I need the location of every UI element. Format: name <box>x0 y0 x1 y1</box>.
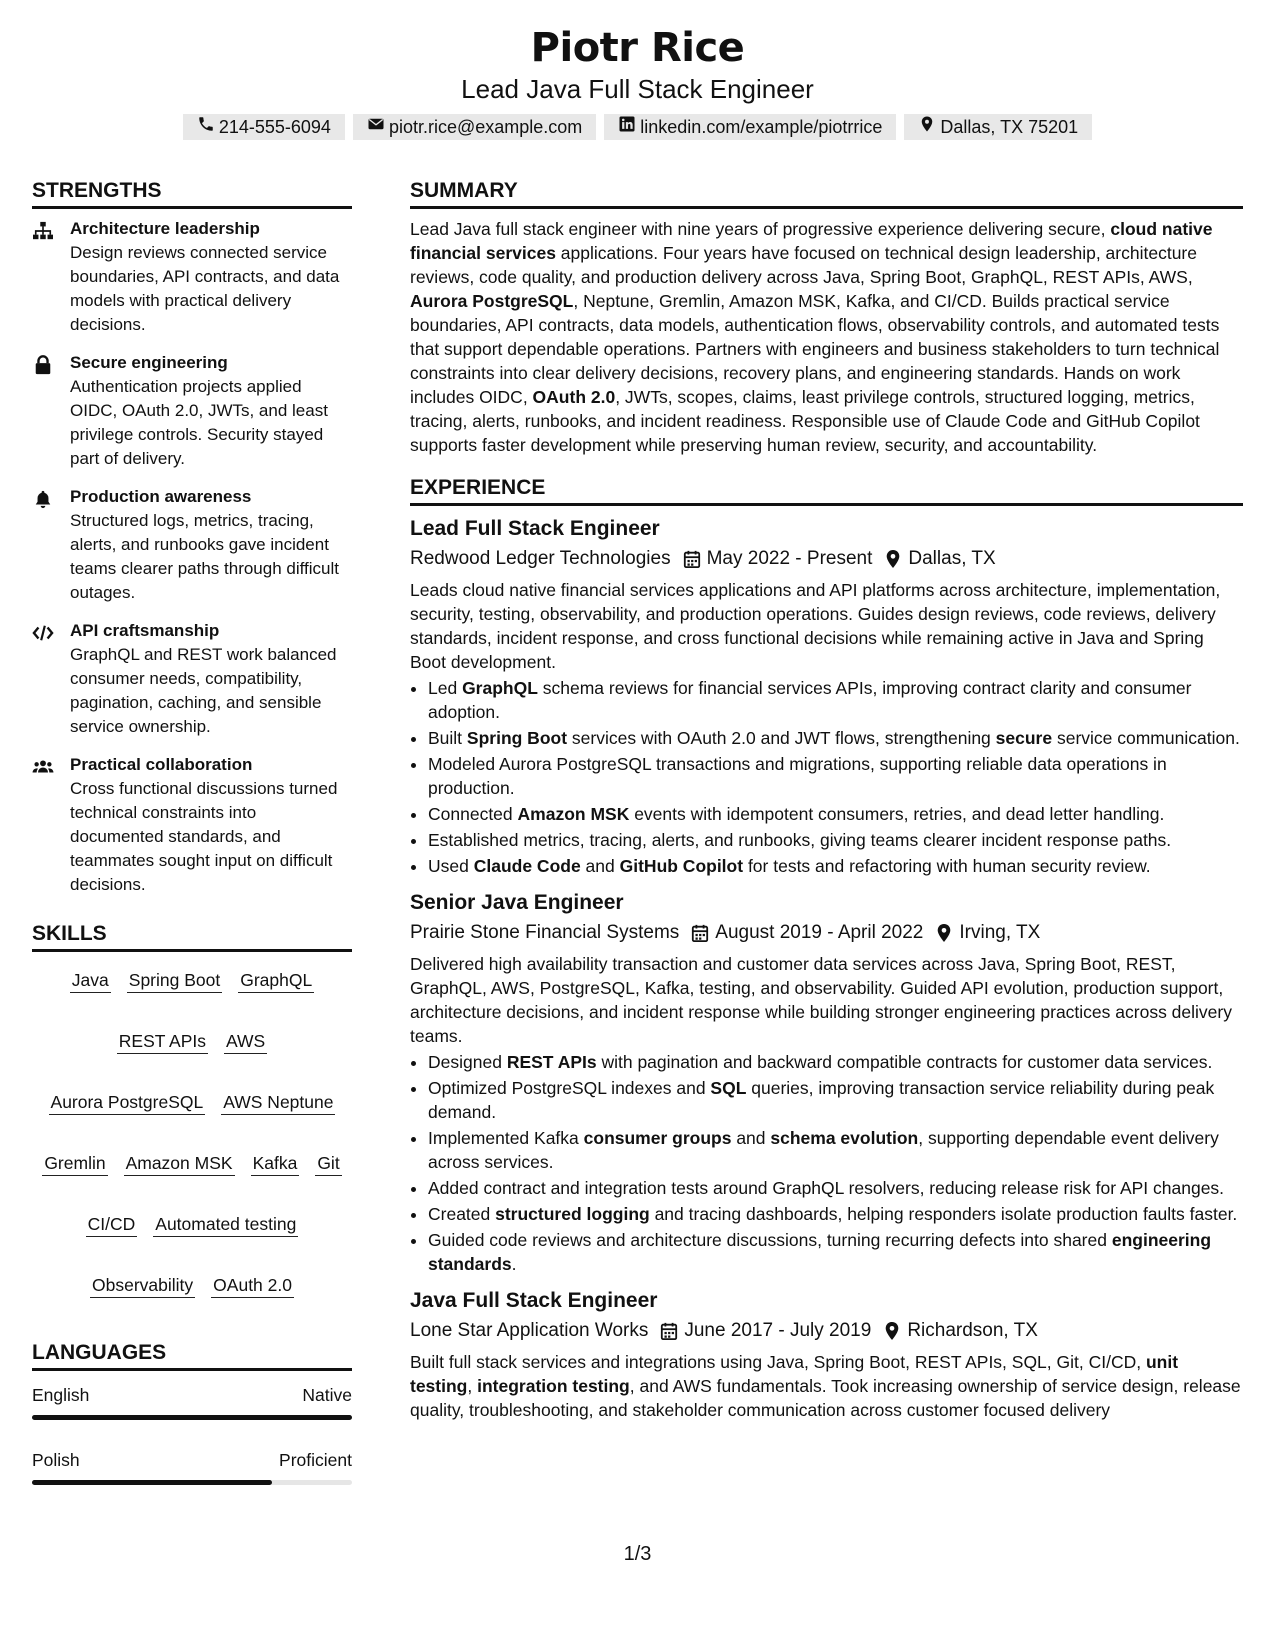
job-bullet: • Built Spring Boot services with OAuth 2.0 and JWT flows, strengthening secure service communication. <box>428 726 1243 750</box>
strengths-heading: STRENGTHS <box>32 176 352 209</box>
skill-tag: AWS <box>224 1029 267 1054</box>
job-description: Built full stack services and integrations using Java, Spring Boot, REST APIs, SQL, Git, CI/CD, unit testing, integration testing, and AWS fundamentals. Took increasing ownership of service design, release quality, troubleshooting, and stakeholder communication across customer focused delivery <box>410 1352 1241 1420</box>
contact-phone[interactable] <box>183 114 345 140</box>
location-pin-icon <box>883 1321 901 1341</box>
language-item <box>32 1383 352 1420</box>
language-name: Polish <box>32 1450 80 1470</box>
job-dates: August 2019 - April 2022 <box>715 922 924 943</box>
resume-header <box>0 0 1275 140</box>
job-bullet: • Connected Amazon MSK events with idempotent consumers, retries, and dead letter handling. <box>428 802 1243 826</box>
skill-tag: Java <box>70 968 111 993</box>
strength-title: Practical collaboration <box>70 755 253 774</box>
strength-title: Production awareness <box>70 487 252 506</box>
job-description: Leads cloud native financial services applications and API platforms across architecture, implementation, security, testing, observability, and production operations. Guides design reviews, code reviews, delivery standards, incident response, and cross functional decisions while remaining active in Java and Spring Boot development. <box>410 580 1221 672</box>
job-bullet: • Modeled Aurora PostgreSQL transactions and migrations, supporting reliable data operations in production. <box>428 752 1243 800</box>
skill-tag: OAuth 2.0 <box>211 1273 294 1298</box>
job-bullet: • Implemented Kafka consumer groups and schema evolution, supporting dependable event delivery across services. <box>428 1126 1243 1174</box>
contact-email[interactable] <box>353 114 596 140</box>
strength-item <box>32 351 352 471</box>
contact-location <box>904 114 1092 140</box>
strengths-section <box>32 176 352 897</box>
job-meta <box>410 1316 1243 1346</box>
skill-tag: Aurora PostgreSQL <box>49 1090 206 1115</box>
strength-text: Design reviews connected service boundaries, API contracts, and data models with practical delivery decisions. <box>70 243 340 334</box>
language-level-fill <box>32 1415 352 1420</box>
skill-tag: Git <box>315 1151 341 1176</box>
job-title: Senior Java Engineer <box>410 891 624 914</box>
job-meta <box>410 918 1243 948</box>
job-dates: May 2022 - Present <box>706 548 873 569</box>
skill-tag: GraphQL <box>238 968 314 993</box>
job-location: Dallas, TX <box>908 548 996 569</box>
skills-heading: SKILLS <box>32 919 352 952</box>
lock-icon <box>32 351 70 471</box>
job-bullet: • Established metrics, tracing, alerts, and runbooks, giving teams clearer incident response paths. <box>428 828 1243 852</box>
skill-tag: REST APIs <box>117 1029 208 1054</box>
strength-text: GraphQL and REST work balanced consumer needs, compatibility, pagination, caching, and sensible service ownership. <box>70 645 337 736</box>
language-level: Proficient <box>279 1450 352 1470</box>
job-company: Prairie Stone Financial Systems <box>410 922 680 943</box>
location-text: Dallas, TX 75201 <box>940 117 1079 137</box>
strength-text: Cross functional discussions turned technical constraints into documented standards, and teammates sought input on difficult decisions. <box>70 779 338 894</box>
contact-linkedin[interactable] <box>604 114 896 140</box>
job-title: Lead Full Stack Engineer <box>410 517 660 540</box>
job-title: Java Full Stack Engineer <box>410 1289 658 1312</box>
job-entry <box>410 888 1243 1276</box>
location-pin-icon <box>935 923 953 943</box>
job-bullet: • Used Claude Code and GitHub Copilot for tests and refactoring with human security review. <box>428 854 1243 878</box>
languages-heading: LANGUAGES <box>32 1338 352 1371</box>
job-bullets <box>410 1050 1243 1276</box>
page-number: 1/3 <box>623 1543 652 1565</box>
experience-heading: EXPERIENCE <box>410 473 1243 506</box>
linkedin-text: linkedin.com/example/piotrrice <box>640 117 883 137</box>
skill-tag: Automated testing <box>153 1212 298 1237</box>
language-level: Native <box>302 1385 352 1405</box>
skill-tag: Observability <box>90 1273 195 1298</box>
job-company: Lone Star Application Works <box>410 1320 649 1341</box>
job-bullet: • Guided code reviews and architecture discussions, turning recurring defects into shared engineering standards. <box>428 1228 1243 1276</box>
contact-bar <box>0 114 1275 140</box>
strength-item <box>32 753 352 897</box>
skill-tag: CI/CD <box>86 1212 138 1237</box>
phone-text: 214-555-6094 <box>218 117 331 137</box>
candidate-title: Lead Java Full Stack Engineer <box>461 74 814 104</box>
resume-body <box>32 176 1243 1507</box>
language-name: English <box>32 1385 90 1405</box>
strength-text: Structured logs, metrics, tracing, alerts, and runbooks gave incident teams clearer paths through difficult outages. <box>70 511 339 602</box>
phone-icon <box>197 114 215 140</box>
left-column <box>32 176 352 1507</box>
right-column <box>410 176 1243 1507</box>
code-icon <box>32 619 70 739</box>
skill-tag: Gremlin <box>42 1151 107 1176</box>
job-dates: June 2017 - July 2019 <box>684 1320 872 1341</box>
languages-section <box>32 1338 352 1485</box>
strength-title: API craftsmanship <box>70 621 220 640</box>
skills-section <box>32 919 352 1298</box>
users-icon <box>32 753 70 897</box>
language-level-fill <box>32 1480 272 1485</box>
job-bullet: • Added contract and integration tests around GraphQL resolvers, reducing release risk for API changes. <box>428 1176 1243 1200</box>
linkedin-icon <box>618 114 636 140</box>
bell-icon <box>32 485 70 605</box>
candidate-name: Piotr Rice <box>530 25 745 71</box>
job-bullet: • Optimized PostgreSQL indexes and SQL queries, improving transaction service reliability during peak demand. <box>428 1076 1243 1124</box>
job-meta <box>410 544 1243 574</box>
job-entry <box>410 514 1243 878</box>
strength-item <box>32 619 352 739</box>
skill-tag: Kafka <box>251 1151 300 1176</box>
strength-title: Secure engineering <box>70 353 228 372</box>
summary-heading: SUMMARY <box>410 176 1243 209</box>
job-bullet: • Led GraphQL schema reviews for financial services APIs, improving contract clarity and consumer adoption. <box>428 676 1243 724</box>
email-text: piotr.rice@example.com <box>388 117 583 137</box>
location-pin-icon <box>884 549 902 569</box>
strength-item <box>32 217 352 337</box>
sitemap-icon <box>32 217 70 337</box>
calendar-icon <box>683 549 701 569</box>
calendar-icon <box>660 1321 678 1341</box>
skill-tag: AWS Neptune <box>221 1090 335 1115</box>
location-pin-icon <box>918 114 936 140</box>
calendar-icon <box>691 923 709 943</box>
skill-tag: Amazon MSK <box>124 1151 235 1176</box>
language-item <box>32 1448 352 1485</box>
language-level-bar <box>32 1480 352 1485</box>
strength-item <box>32 485 352 605</box>
envelope-icon <box>367 114 385 140</box>
job-description: Delivered high availability transaction and customer data services across Java, Spring Boot, REST, GraphQL, AWS, PostgreSQL, Kafka, testing, and observability. Guided API evolution, production support, architecture decisions, and incident response while building stronger engineering practices across delivery teams. <box>410 954 1232 1046</box>
job-bullet: • Created structured logging and tracing dashboards, helping responders isolate production faults faster. <box>428 1202 1243 1226</box>
job-entry <box>410 1286 1243 1422</box>
job-location: Richardson, TX <box>907 1320 1038 1341</box>
job-bullets <box>410 676 1243 878</box>
strength-text: Authentication projects applied OIDC, OAuth 2.0, JWTs, and least privilege controls. Security stayed part of delivery. <box>70 377 328 468</box>
skill-tag: Spring Boot <box>127 968 222 993</box>
skills-list <box>32 960 352 1298</box>
strength-title: Architecture leadership <box>70 219 260 238</box>
job-company: Redwood Ledger Technologies <box>410 548 671 569</box>
summary-text: Lead Java full stack engineer with nine years of progressive experience delivering secure, cloud native financial services applications. Four years have focused on technical design leadership, architecture reviews, code quality, and production delivery across Java, Spring Boot, GraphQL, REST APIs, AWS, Aurora PostgreSQL, Neptune, Gremlin, Amazon MSK, Kafka, and CI/CD. Builds practical service boundaries, API contracts, data models, authentication flows, observability controls, and automated tests that support dependable operations. Partners with engineers and business stakeholders to turn technical constraints into clear delivery decisions, recovery plans, and engineering standards. Hands on work includes OIDC, OAuth 2.0, JWTs, scopes, claims, least privilege controls, structured logging, metrics, tracing, alerts, runbooks, and incident readiness. Responsible use of Claude Code and GitHub Copilot supports faster development while preserving human review, security, and accountability. <box>410 219 1220 455</box>
job-location: Irving, TX <box>959 922 1041 943</box>
language-level-bar <box>32 1415 352 1420</box>
job-bullet: • Designed REST APIs with pagination and backward compatible contracts for customer data services. <box>428 1050 1243 1074</box>
